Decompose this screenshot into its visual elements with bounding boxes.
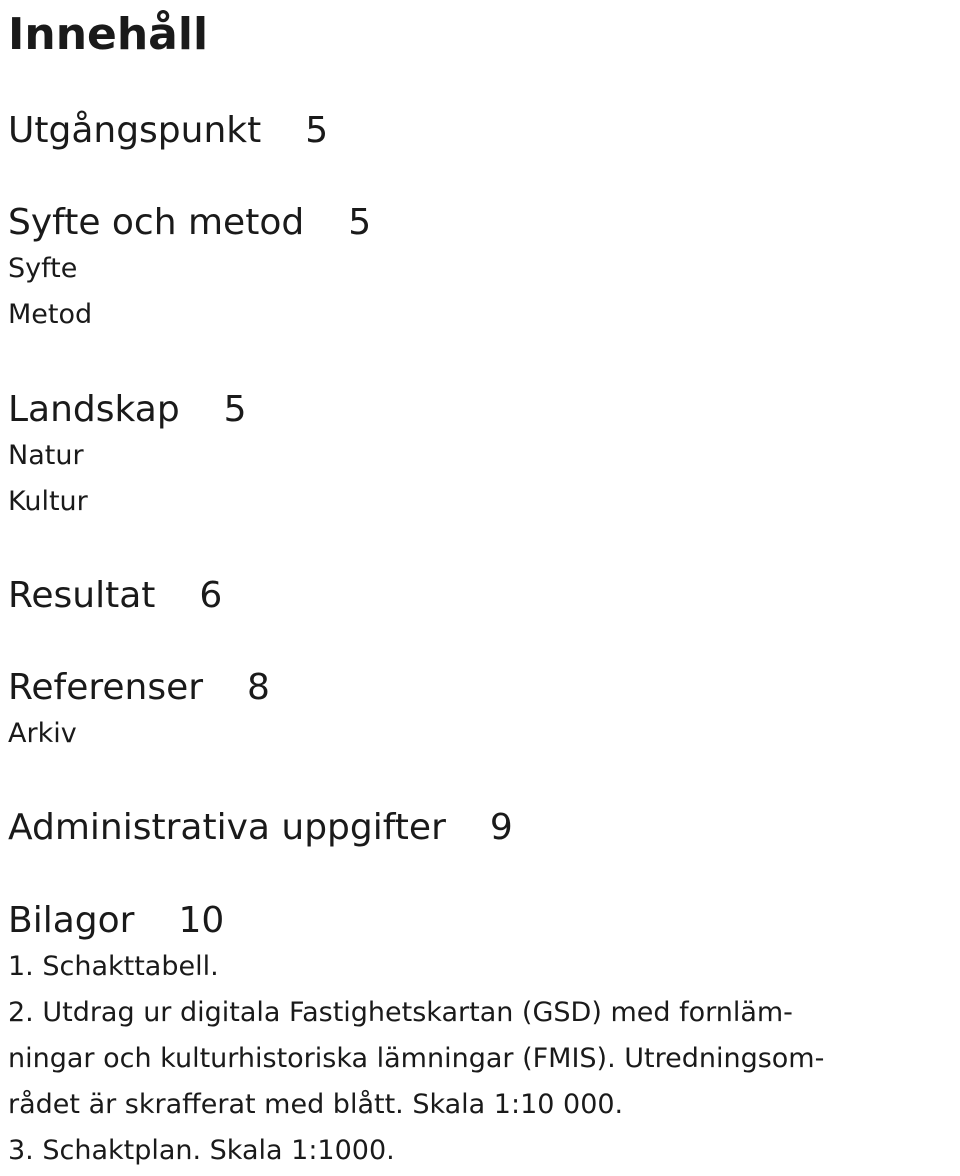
toc-subheading: Natur	[8, 440, 84, 471]
toc-page-number: 8	[247, 667, 270, 708]
toc-subheading: Metod	[8, 299, 93, 330]
toc-heading	[8, 108, 328, 154]
toc-page-number: 6	[199, 575, 223, 616]
toc-appendix-item: ningar och kulturhistoriska lämningar (FMIS). Utredningsom-	[8, 1043, 825, 1074]
toc-page-number: 5	[305, 110, 329, 151]
toc-section-syfte-och-metod	[8, 200, 371, 338]
toc-section-bilagor	[8, 898, 824, 1174]
toc-heading	[8, 665, 270, 711]
toc-heading	[8, 805, 513, 851]
toc-section-resultat	[8, 573, 222, 619]
toc-heading	[8, 573, 222, 619]
toc-heading-label: Resultat	[8, 575, 156, 616]
toc-heading	[8, 200, 371, 246]
toc-appendix-item: 2. Utdrag ur digitala Fastighetskartan (GSD) med fornläm-	[8, 997, 793, 1028]
page-title: Innehåll	[8, 9, 209, 60]
toc-heading-label: Referenser	[8, 667, 204, 708]
toc-heading-label: Administrativa uppgifter	[8, 807, 446, 848]
toc-section-landskap	[8, 387, 247, 525]
toc-section-referenser	[8, 665, 270, 757]
toc-page-number: 9	[489, 807, 513, 848]
toc-heading	[8, 898, 824, 944]
toc-appendix-item: 1. Schakttabell.	[8, 951, 219, 982]
toc-heading	[8, 387, 247, 433]
toc-heading-label: Bilagor	[8, 900, 135, 941]
toc-page-number: 5	[348, 202, 372, 243]
toc-subheading: Arkiv	[8, 718, 77, 749]
toc-page-number: 5	[223, 389, 247, 430]
toc-heading-label: Landskap	[8, 389, 180, 430]
toc-heading-label: Syfte och metod	[8, 202, 305, 243]
toc-section-administrativa-uppgifter	[8, 805, 513, 851]
toc-heading-label: Utgångspunkt	[8, 110, 262, 151]
toc-appendix-item: rådet är skrafferat med blått. Skala 1:10 000.	[8, 1089, 624, 1120]
toc-appendix-item: 3. Schaktplan. Skala 1:1000.	[8, 1135, 395, 1166]
toc-page-number: 10	[178, 900, 225, 941]
toc-section-utgangspunkt	[8, 108, 328, 154]
toc-subheading: Kultur	[8, 486, 88, 517]
toc-subheading: Syfte	[8, 253, 78, 284]
